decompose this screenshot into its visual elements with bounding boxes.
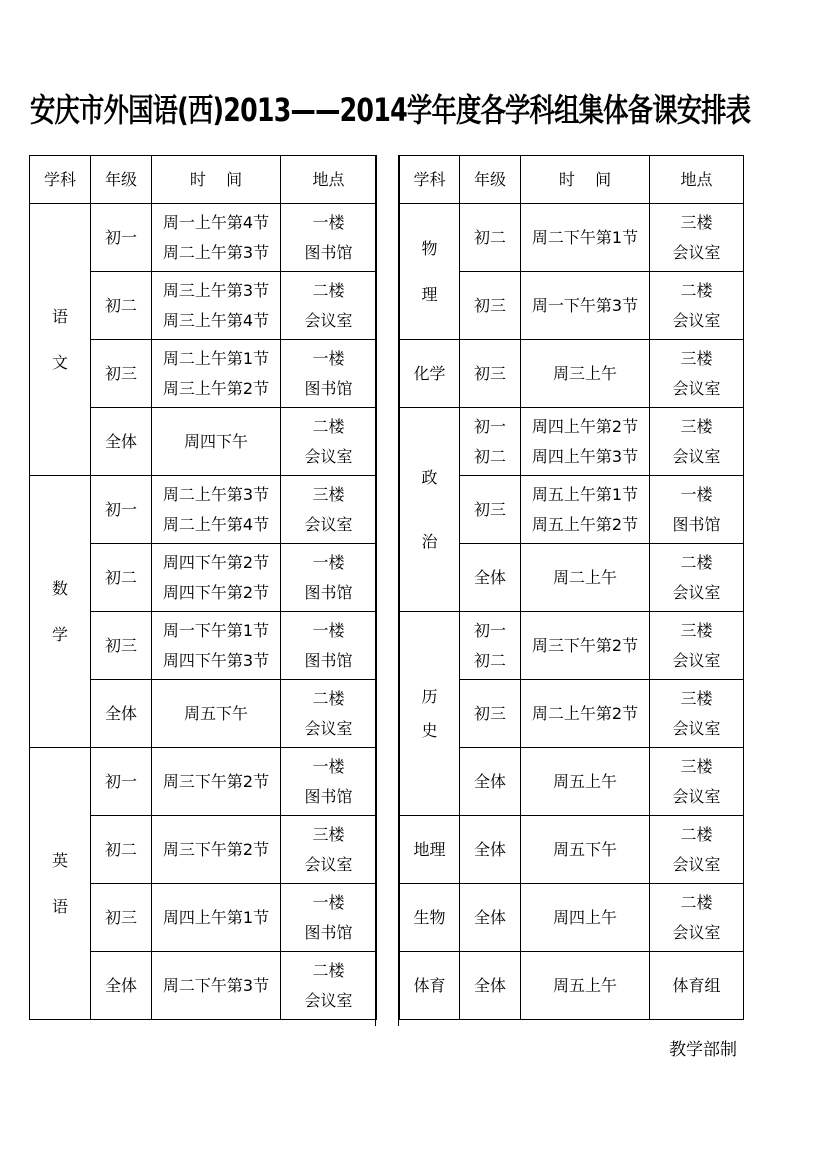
subject-cell-shuxue: 数 学 [30, 476, 91, 748]
place-cell: 一楼 图书馆 [281, 748, 377, 816]
grade-cell: 初三 [91, 884, 152, 952]
time-cell: 周五下午 [521, 816, 650, 884]
time-cell: 周四上午第1节 [152, 884, 281, 952]
grade-cell: 全体 [460, 884, 521, 952]
grade-cell: 初三 [460, 272, 521, 340]
issuer-note: 教学部制 [669, 1040, 737, 1060]
time-cell: 周四下午 [152, 408, 281, 476]
table-gap [375, 155, 399, 1026]
grade-cell: 初三 [460, 680, 521, 748]
time-cell: 周二上午第2节 [521, 680, 650, 748]
grade-cell: 初一 初二 [460, 612, 521, 680]
place-cell: 二楼 会议室 [650, 544, 744, 612]
place-cell: 二楼 会议室 [650, 272, 744, 340]
table-row [400, 612, 744, 680]
place-cell: 二楼 会议室 [281, 952, 377, 1020]
time-cell: 周二上午 [521, 544, 650, 612]
time-cell: 周四下午第2节 周四下午第2节 [152, 544, 281, 612]
time-cell: 周一下午第1节 周四下午第3节 [152, 612, 281, 680]
header-subject: 学科 [400, 156, 460, 204]
time-cell: 周二上午第1节 周三上午第2节 [152, 340, 281, 408]
grade-cell: 初三 [91, 612, 152, 680]
header-place: 地点 [650, 156, 744, 204]
place-cell: 三楼 会议室 [650, 612, 744, 680]
time-cell: 周一下午第3节 [521, 272, 650, 340]
place-cell: 三楼 会议室 [281, 816, 377, 884]
time-cell: 周二下午第1节 [521, 204, 650, 272]
header-row [400, 156, 744, 204]
subject-cell-zhengzhi: 政 治 [400, 408, 460, 612]
subject-cell-wuli: 物 理 [400, 204, 460, 340]
place-cell: 二楼 会议室 [281, 680, 377, 748]
header-time: 时 间 [152, 156, 281, 204]
place-cell: 三楼 会议室 [650, 340, 744, 408]
place-cell: 三楼 会议室 [650, 748, 744, 816]
grade-cell: 全体 [91, 952, 152, 1020]
header-place: 地点 [281, 156, 377, 204]
grade-cell: 全体 [91, 408, 152, 476]
header-grade: 年级 [91, 156, 152, 204]
time-cell: 周五上午 [521, 748, 650, 816]
place-cell: 三楼 会议室 [281, 476, 377, 544]
time-cell: 周五上午第1节 周五上午第2节 [521, 476, 650, 544]
grade-cell: 全体 [460, 816, 521, 884]
grade-cell: 初一 [91, 204, 152, 272]
grade-cell: 初三 [460, 476, 521, 544]
grade-cell: 全体 [460, 544, 521, 612]
grade-cell: 初二 [91, 272, 152, 340]
place-cell: 三楼 会议室 [650, 204, 744, 272]
grade-cell: 初二 [91, 816, 152, 884]
table-row [30, 204, 377, 272]
grade-cell: 全体 [91, 680, 152, 748]
table-row [400, 408, 744, 476]
header-row [30, 156, 377, 204]
table-row [400, 340, 744, 408]
subject-cell-lishi: 历 史 [400, 612, 460, 816]
time-cell: 周三上午 [521, 340, 650, 408]
place-cell: 一楼 图书馆 [281, 612, 377, 680]
grade-cell: 初三 [91, 340, 152, 408]
grade-cell: 初二 [91, 544, 152, 612]
page-title: 安庆市外国语(西)2013——2014学年度各学科组集体备课安排表 [30, 91, 751, 129]
grade-cell: 初一 初二 [460, 408, 521, 476]
time-cell: 周三上午第3节 周三上午第4节 [152, 272, 281, 340]
place-cell: 一楼 图书馆 [281, 340, 377, 408]
left-schedule-table [29, 155, 377, 1020]
time-cell: 周五上午 [521, 952, 650, 1020]
time-cell: 周三下午第2节 [152, 816, 281, 884]
table-row [30, 748, 377, 816]
time-cell: 周一上午第4节 周二上午第3节 [152, 204, 281, 272]
place-cell: 一楼 图书馆 [281, 884, 377, 952]
table-row [400, 816, 744, 884]
place-cell: 二楼 会议室 [281, 408, 377, 476]
subject-cell-tiyu: 体育 [400, 952, 460, 1020]
place-cell: 二楼 会议室 [650, 884, 744, 952]
table-row [400, 204, 744, 272]
place-cell: 三楼 会议室 [650, 408, 744, 476]
subject-cell-yingyu: 英 语 [30, 748, 91, 1020]
subject-cell-shengwu: 生物 [400, 884, 460, 952]
time-cell: 周二上午第3节 周二上午第4节 [152, 476, 281, 544]
header-subject: 学科 [30, 156, 91, 204]
grade-cell: 全体 [460, 952, 521, 1020]
subject-cell-yuwen: 语 文 [30, 204, 91, 476]
place-cell: 一楼 图书馆 [650, 476, 744, 544]
table-row [400, 884, 744, 952]
place-cell: 三楼 会议室 [650, 680, 744, 748]
time-cell: 周四上午第2节 周四上午第3节 [521, 408, 650, 476]
place-cell: 体育组 [650, 952, 744, 1020]
time-cell: 周二下午第3节 [152, 952, 281, 1020]
grade-cell: 初二 [460, 204, 521, 272]
right-schedule-table [399, 155, 744, 1020]
place-cell: 二楼 会议室 [650, 816, 744, 884]
time-cell: 周三下午第2节 [521, 612, 650, 680]
grade-cell: 全体 [460, 748, 521, 816]
header-time: 时 间 [521, 156, 650, 204]
place-cell: 一楼 图书馆 [281, 544, 377, 612]
table-row [400, 952, 744, 1020]
subject-cell-dili: 地理 [400, 816, 460, 884]
place-cell: 二楼 会议室 [281, 272, 377, 340]
grade-cell: 初一 [91, 476, 152, 544]
grade-cell: 初三 [460, 340, 521, 408]
time-cell: 周三下午第2节 [152, 748, 281, 816]
header-grade: 年级 [460, 156, 521, 204]
place-cell: 一楼 图书馆 [281, 204, 377, 272]
time-cell: 周五下午 [152, 680, 281, 748]
table-row [30, 476, 377, 544]
time-cell: 周四上午 [521, 884, 650, 952]
subject-cell-huaxue: 化学 [400, 340, 460, 408]
grade-cell: 初一 [91, 748, 152, 816]
